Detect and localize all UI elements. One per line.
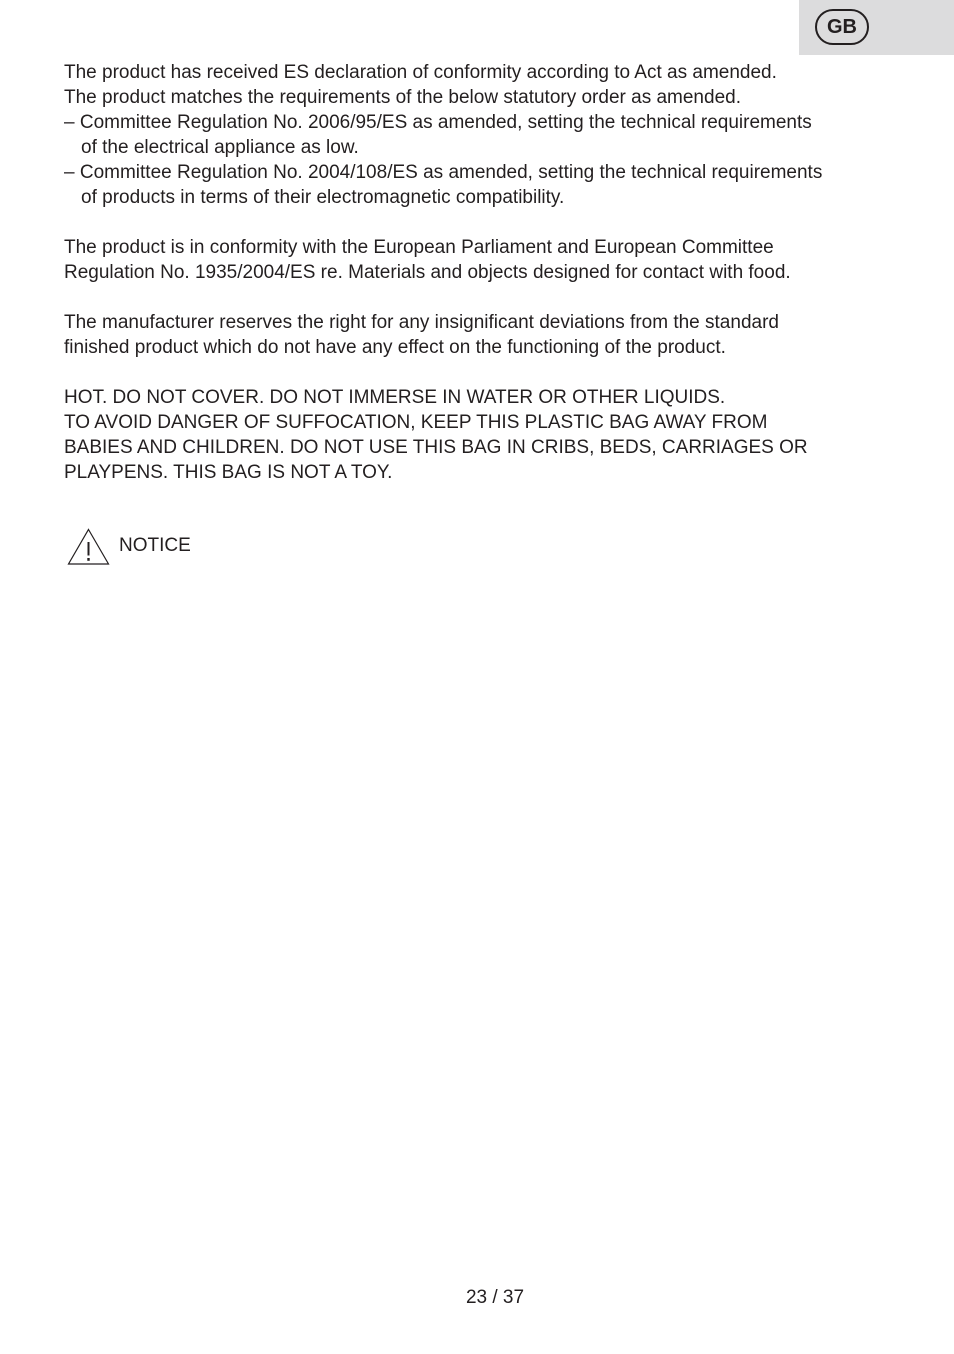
- warning-line-3: BABIES AND CHILDREN. DO NOT USE THIS BAG IN CRIBS, BEDS, CARRIAGES OR: [64, 437, 808, 458]
- page-number: 23 / 37: [465, 1287, 525, 1308]
- conformity-line-1: The product has received ES declaration of conformity according to Act as amended.: [64, 62, 777, 83]
- regulation-item-1: – Committee Regulation No. 2006/95/ES as amended, setting the technical requirements: [64, 112, 812, 133]
- manufacturer-line-1: The manufacturer reserves the right for any insignificant deviations from the standard: [64, 312, 779, 333]
- warning-line-1: HOT. DO NOT COVER. DO NOT IMMERSE IN WATER OR OTHER LIQUIDS.: [64, 387, 726, 408]
- conformity-line-2: The product matches the requirements of the below statutory order as amended.: [64, 87, 741, 108]
- regulation-item-2-continued: of products in terms of their electromagnetic compatibility.: [81, 187, 565, 208]
- warning-line-4: PLAYPENS. THIS BAG IS NOT A TOY.: [64, 462, 393, 483]
- regulation-item-2: – Committee Regulation No. 2004/108/ES as amended, setting the technical requirements: [64, 162, 823, 183]
- food-contact-paragraph: [64, 235, 894, 285]
- regulation-item-1-continued: of the electrical appliance as low.: [81, 137, 359, 158]
- language-tab: [799, 0, 954, 55]
- notice-heading: [67, 528, 191, 566]
- warning-line-2: TO AVOID DANGER OF SUFFOCATION, KEEP THIS PLASTIC BAG AWAY FROM: [64, 412, 768, 433]
- manufacturer-paragraph: [64, 310, 894, 360]
- notice-label: NOTICE: [119, 535, 191, 556]
- language-badge: GB: [815, 9, 869, 45]
- food-contact-line-1: The product is in conformity with the European Parliament and European Committee: [64, 237, 774, 258]
- warning-triangle-icon: [67, 528, 110, 566]
- conformity-paragraph: [64, 60, 894, 210]
- paragraph-gap: [64, 285, 894, 310]
- page-content: [64, 60, 894, 485]
- safety-warning-paragraph: [64, 385, 894, 485]
- paragraph-gap: [64, 210, 894, 235]
- paragraph-gap: [64, 360, 894, 385]
- food-contact-line-2: Regulation No. 1935/2004/ES re. Materials and objects designed for contact with food.: [64, 262, 791, 283]
- manufacturer-line-2: finished product which do not have any effect on the functioning of the product.: [64, 337, 726, 358]
